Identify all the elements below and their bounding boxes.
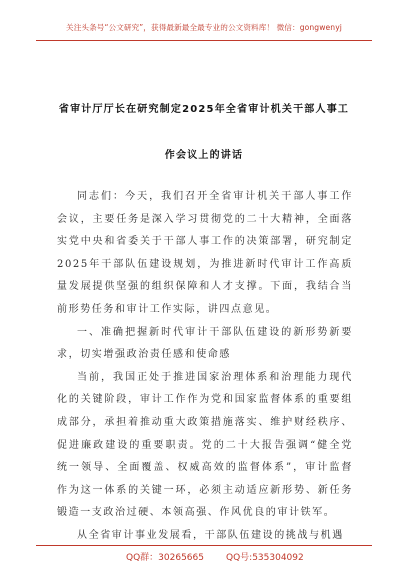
document-body	[57, 186, 353, 548]
paragraph-provincial-development: 从全省审计事业发展看，干部队伍建设的挑战与机遇	[77, 529, 344, 541]
header-divider	[36, 40, 372, 41]
footer-qq-group: QQ群：30265665	[126, 553, 204, 563]
footer-qq-number: QQ号:535304092	[226, 553, 304, 563]
paragraph-greeting-intro: 同志们：今天，我们召开全省审计机关干部人事工作会议，主要任务是深入学习贯彻党的二十大精神，全面落实党中央和省委关于干部人事工作的决策部署，研究制定2025年干部队伍建设规划，为推进新时代审计工作高质量发展提供坚强的组织保障和人才支撑。下面，我结合当前形势任务和审计工作实际，讲四点意见。	[57, 191, 353, 315]
header-banner: 关注头条号“公文研究”，获得最新最全最专业的公文资料库！ 微信：gongwenyj	[66, 23, 342, 32]
document-title-line-2: 作会议上的讲话	[164, 150, 244, 161]
paragraph-current-situation: 当前，我国正处于推进国家治理体系和治理能力现代化的关键阶段，审计工作作为党和国家监督体系的重要组成部分，承担着推动重大政策措施落实、维护财经秩序、促进廉政建设的重要职责。党的二十大报告强调“健全党统一领导、全面覆盖、权威高效的监督体系”，审计监督作为这一体系的关键一环，必须主动适应新形势、新任务锻造一支政治过硬、本领高强、作风优良的审计铁军。	[57, 371, 353, 519]
section-heading-1: 一、准确把握新时代审计干部队伍建设的新形势新要求，切实增强政治责任感和使命感	[57, 326, 353, 361]
document-title-line-1: 省审计厅厅长在研究制定2025年全省审计机关干部人事工	[58, 104, 350, 115]
footer-divider	[36, 545, 372, 546]
